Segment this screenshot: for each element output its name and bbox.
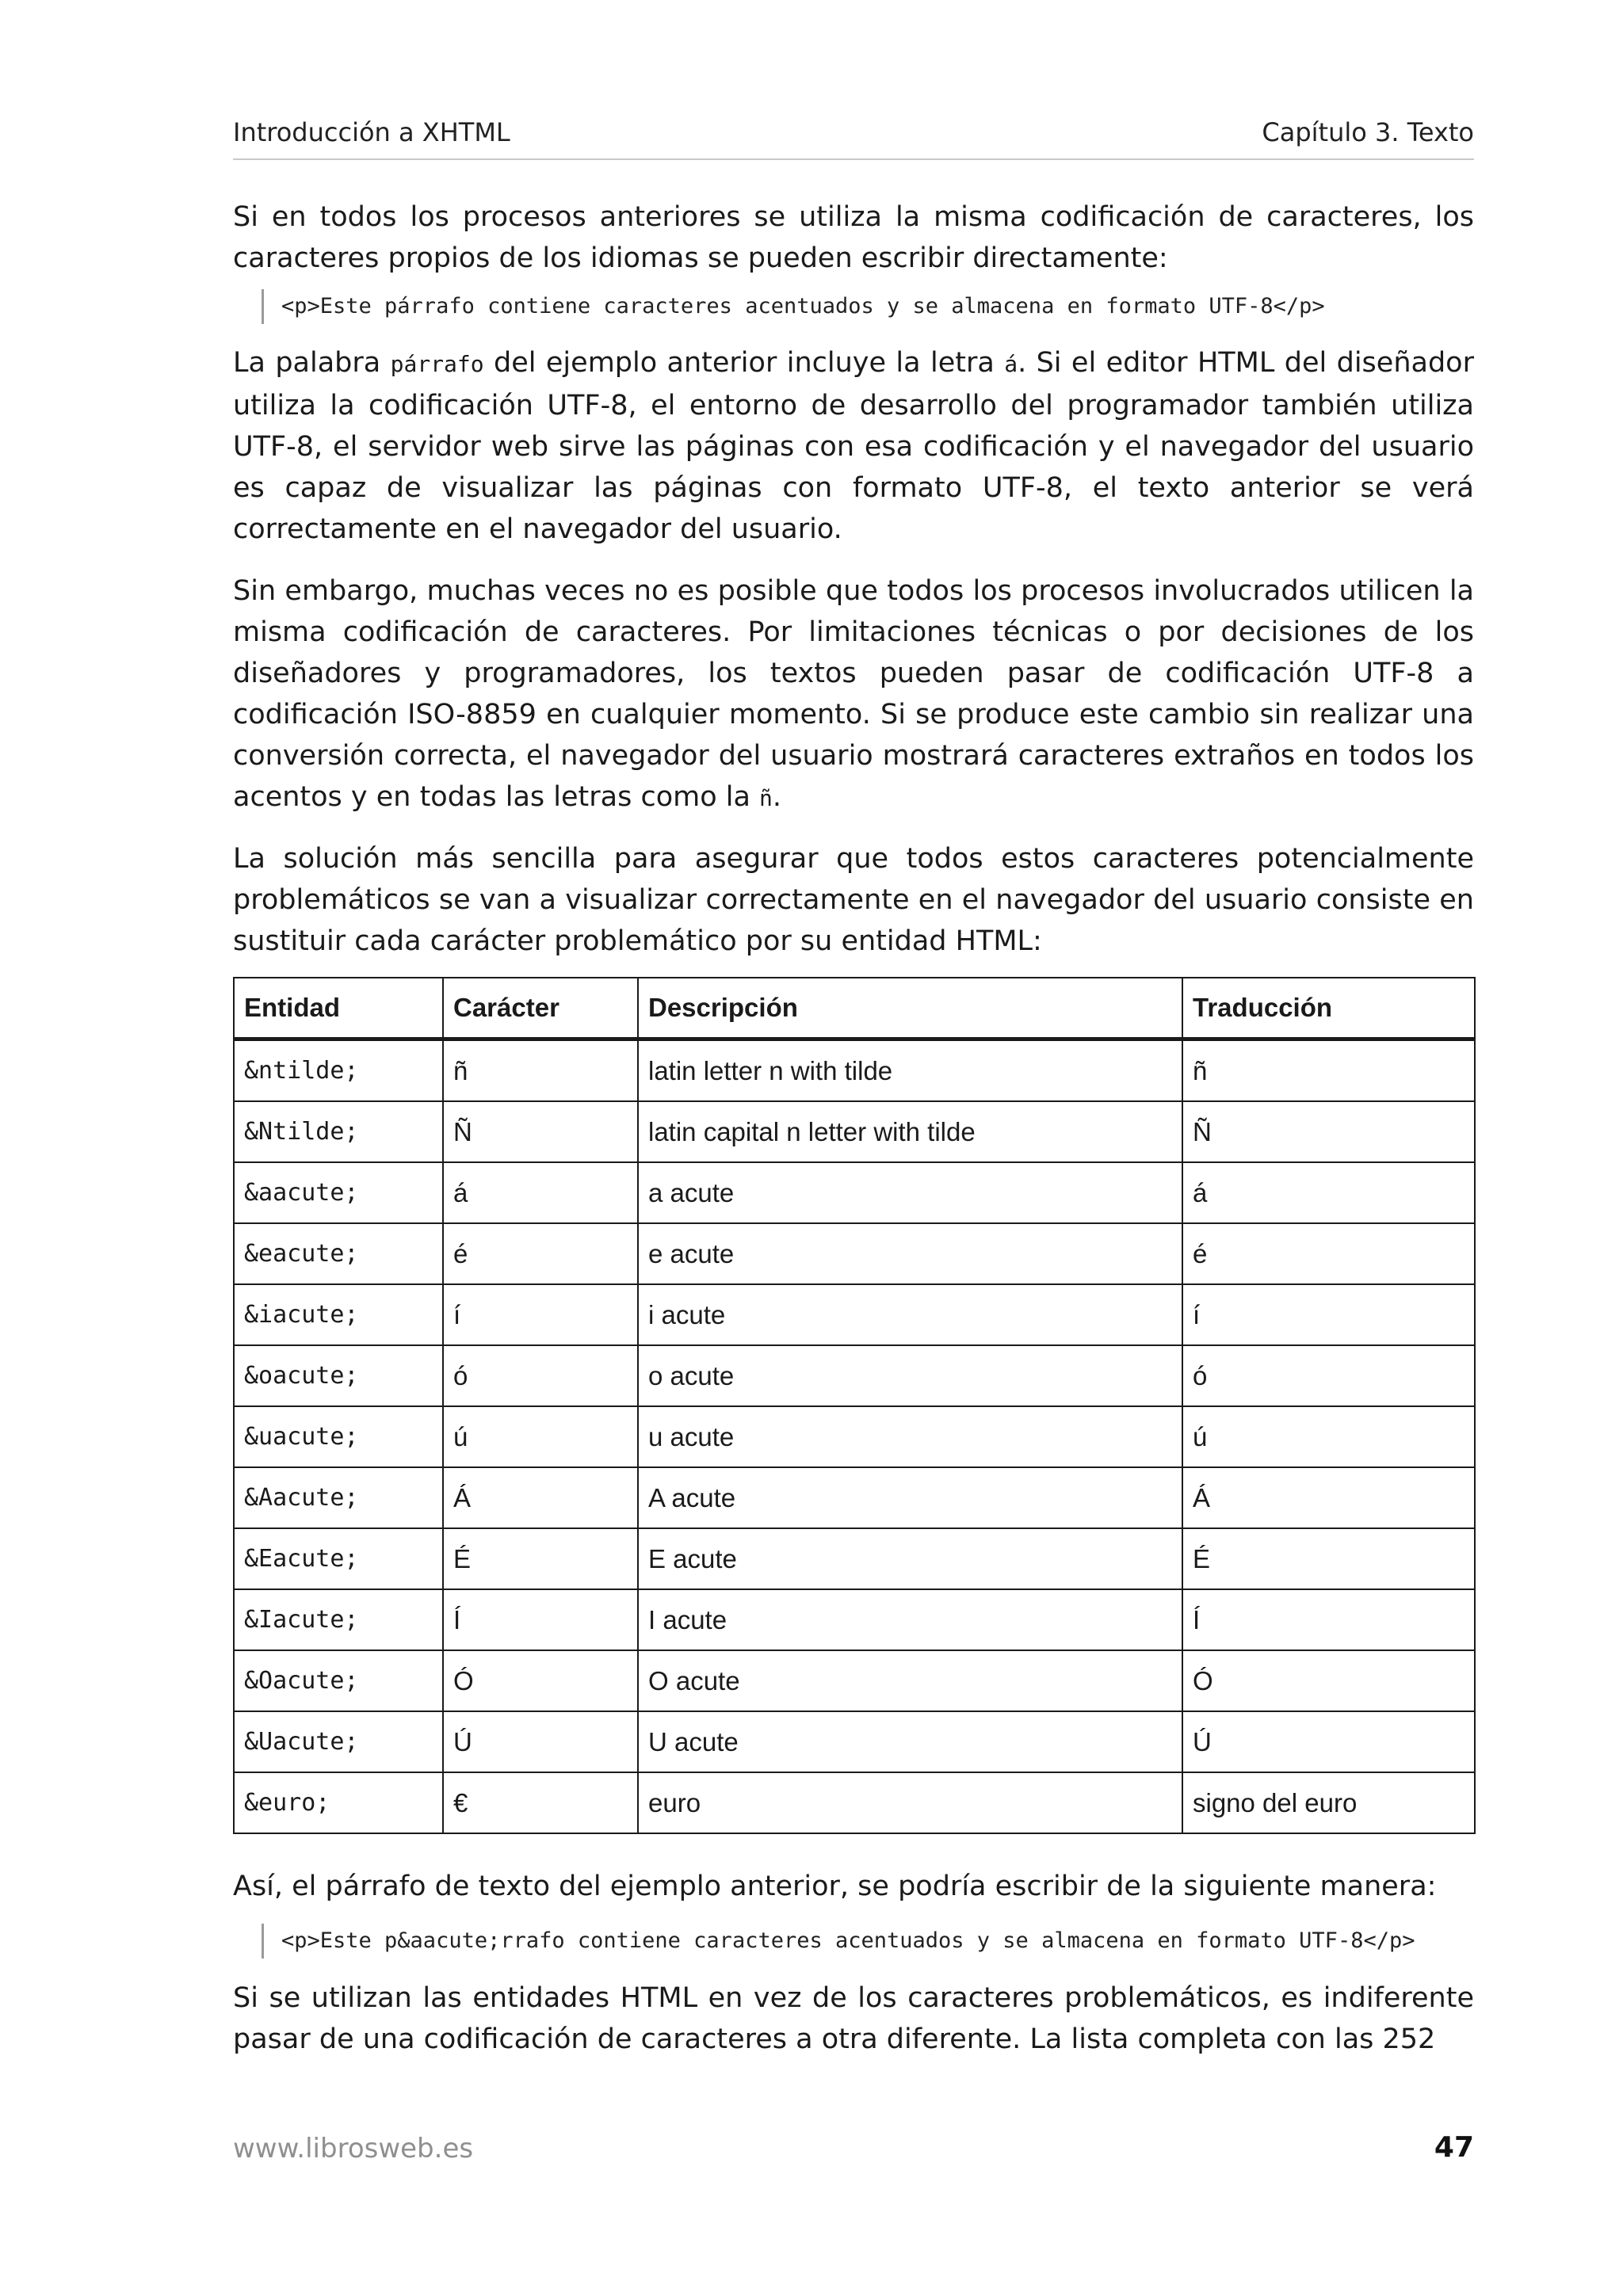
- cell-translation: á: [1182, 1162, 1475, 1223]
- cell-description: o acute: [638, 1345, 1182, 1406]
- paragraph-3-text-a: Sin embargo, muchas veces no es posible que todos los procesos involucrados utilicen la misma codificación de caracteres. Por limitaciones técnicas o por decisiones de los diseñadores y programadores, los textos pueden pasar de codificación UTF-8 a codificación ISO-8859 en cualquier momento. Si se produce este cambio sin realizar una conversión correcta, el navegador del usuario mostrará caracteres extraños en todos los acentos y en todas las letras como la: [233, 575, 1474, 813]
- cell-description: U acute: [638, 1711, 1182, 1772]
- paragraph-3-text-b: .: [772, 781, 782, 813]
- cell-entity: &ntilde;: [234, 1039, 443, 1102]
- cell-character: €: [443, 1772, 638, 1833]
- cell-character: Ó: [443, 1650, 638, 1711]
- cell-entity: &uacute;: [234, 1406, 443, 1467]
- document-page: [233, 0, 1474, 2296]
- entities-table: [233, 977, 1476, 1834]
- table-row: [234, 1101, 1475, 1162]
- cell-character: ú: [443, 1406, 638, 1467]
- cell-translation: Á: [1182, 1467, 1475, 1528]
- cell-description: I acute: [638, 1589, 1182, 1650]
- cell-character: é: [443, 1223, 638, 1284]
- cell-translation: ñ: [1182, 1039, 1475, 1102]
- table-row: [234, 1772, 1475, 1833]
- cell-entity: &euro;: [234, 1772, 443, 1833]
- paragraph-2-text-a: La palabra: [233, 347, 391, 379]
- table-header-row: [234, 978, 1475, 1039]
- cell-entity: &eacute;: [234, 1223, 443, 1284]
- inline-code-parrafo: párrafo: [390, 351, 484, 377]
- cell-entity: &aacute;: [234, 1162, 443, 1223]
- cell-description: i acute: [638, 1284, 1182, 1345]
- code-example-1: <p>Este párrafo contiene caracteres acentuados y se almacena en formato UTF-8</p>: [262, 289, 1486, 324]
- cell-translation: É: [1182, 1528, 1475, 1589]
- cell-character: ó: [443, 1345, 638, 1406]
- cell-entity: &Ntilde;: [234, 1101, 443, 1162]
- table-row: [234, 1467, 1475, 1528]
- table-row: [234, 1589, 1475, 1650]
- cell-description: u acute: [638, 1406, 1182, 1467]
- table-row: [234, 1162, 1475, 1223]
- cell-description: a acute: [638, 1162, 1182, 1223]
- page-header: [233, 117, 1474, 160]
- cell-entity: &Oacute;: [234, 1650, 443, 1711]
- inline-code-a-acute: á: [1004, 351, 1018, 377]
- cell-character: ñ: [443, 1039, 638, 1102]
- cell-translation: ú: [1182, 1406, 1475, 1467]
- paragraph-2-text-b: del ejemplo anterior incluye la letra: [483, 347, 1005, 379]
- table-row: [234, 1528, 1475, 1589]
- page-number: 47: [1434, 2131, 1474, 2164]
- paragraph-1: Si en todos los procesos anteriores se utiliza la misma codificación de caracteres, los caracteres propios de los idiomas se pueden escribir directamente:: [233, 201, 1474, 274]
- cell-translation: é: [1182, 1223, 1475, 1284]
- header-chapter-title: Capítulo 3. Texto: [1262, 117, 1474, 147]
- paragraph-5: Así, el párrafo de texto del ejemplo anterior, se podría escribir de la siguiente manera:: [233, 1871, 1437, 1902]
- cell-entity: &oacute;: [234, 1345, 443, 1406]
- cell-description: euro: [638, 1772, 1182, 1833]
- cell-character: á: [443, 1162, 638, 1223]
- cell-translation: Í: [1182, 1589, 1475, 1650]
- header-caracter: Carácter: [443, 978, 638, 1039]
- paragraph-4: La solución más sencilla para asegurar que todos estos caracteres potencialmente problemáticos se van a visualizar correctamente en el navegador del usuario consiste en sustituir cada carácter problemático por su entidad HTML:: [233, 843, 1474, 957]
- table-row: [234, 1345, 1475, 1406]
- cell-character: Ñ: [443, 1101, 638, 1162]
- paragraph-2-text-c: . Si el editor HTML del diseñador utiliza la codificación UTF-8, el entorno de desarrollo del programador también utiliza UTF-8, el servidor web sirve las páginas con esa codificación y el navegador del usuario es capaz de visualizar las páginas con formato UTF-8, el texto anterior se verá correctamente en el navegador del usuario.: [233, 347, 1474, 545]
- cell-entity: &Uacute;: [234, 1711, 443, 1772]
- cell-translation: signo del euro: [1182, 1772, 1475, 1833]
- cell-character: É: [443, 1528, 638, 1589]
- cell-translation: Ñ: [1182, 1101, 1475, 1162]
- table-row: [234, 1650, 1475, 1711]
- cell-description: A acute: [638, 1467, 1182, 1528]
- paragraph-6: Si se utilizan las entidades HTML en vez de los caracteres problemáticos, es indiferente pasar de una codificación de caracteres a otra diferente. La lista completa con las 252: [233, 1982, 1474, 2055]
- paragraph-3: [233, 570, 1474, 819]
- cell-character: Á: [443, 1467, 638, 1528]
- cell-translation: í: [1182, 1284, 1475, 1345]
- cell-translation: ó: [1182, 1345, 1475, 1406]
- cell-description: latin letter n with tilde: [638, 1039, 1182, 1102]
- table-row: [234, 1284, 1475, 1345]
- cell-translation: Ó: [1182, 1650, 1475, 1711]
- header-entidad: Entidad: [234, 978, 443, 1039]
- footer-website: www.librosweb.es: [233, 2133, 474, 2164]
- header-descripcion: Descripción: [638, 978, 1182, 1039]
- code-example-2: <p>Este p&aacute;rrafo contiene caracteres acentuados y se almacena en formato UTF-8</p>: [262, 1924, 1486, 1958]
- cell-character: Ú: [443, 1711, 638, 1772]
- header-book-title: Introducción a XHTML: [233, 117, 510, 147]
- header-traduccion: Traducción: [1182, 978, 1475, 1039]
- cell-character: í: [443, 1284, 638, 1345]
- cell-description: E acute: [638, 1528, 1182, 1589]
- cell-entity: &iacute;: [234, 1284, 443, 1345]
- table-row: [234, 1039, 1475, 1102]
- cell-description: O acute: [638, 1650, 1182, 1711]
- table-row: [234, 1406, 1475, 1467]
- cell-entity: &Aacute;: [234, 1467, 443, 1528]
- table-row: [234, 1223, 1475, 1284]
- cell-entity: &Eacute;: [234, 1528, 443, 1589]
- cell-translation: Ú: [1182, 1711, 1475, 1772]
- paragraph-2: [233, 342, 1474, 550]
- cell-character: Í: [443, 1589, 638, 1650]
- cell-description: e acute: [638, 1223, 1182, 1284]
- table-row: [234, 1711, 1475, 1772]
- cell-description: latin capital n letter with tilde: [638, 1101, 1182, 1162]
- inline-code-enie: ñ: [759, 785, 773, 811]
- cell-entity: &Iacute;: [234, 1589, 443, 1650]
